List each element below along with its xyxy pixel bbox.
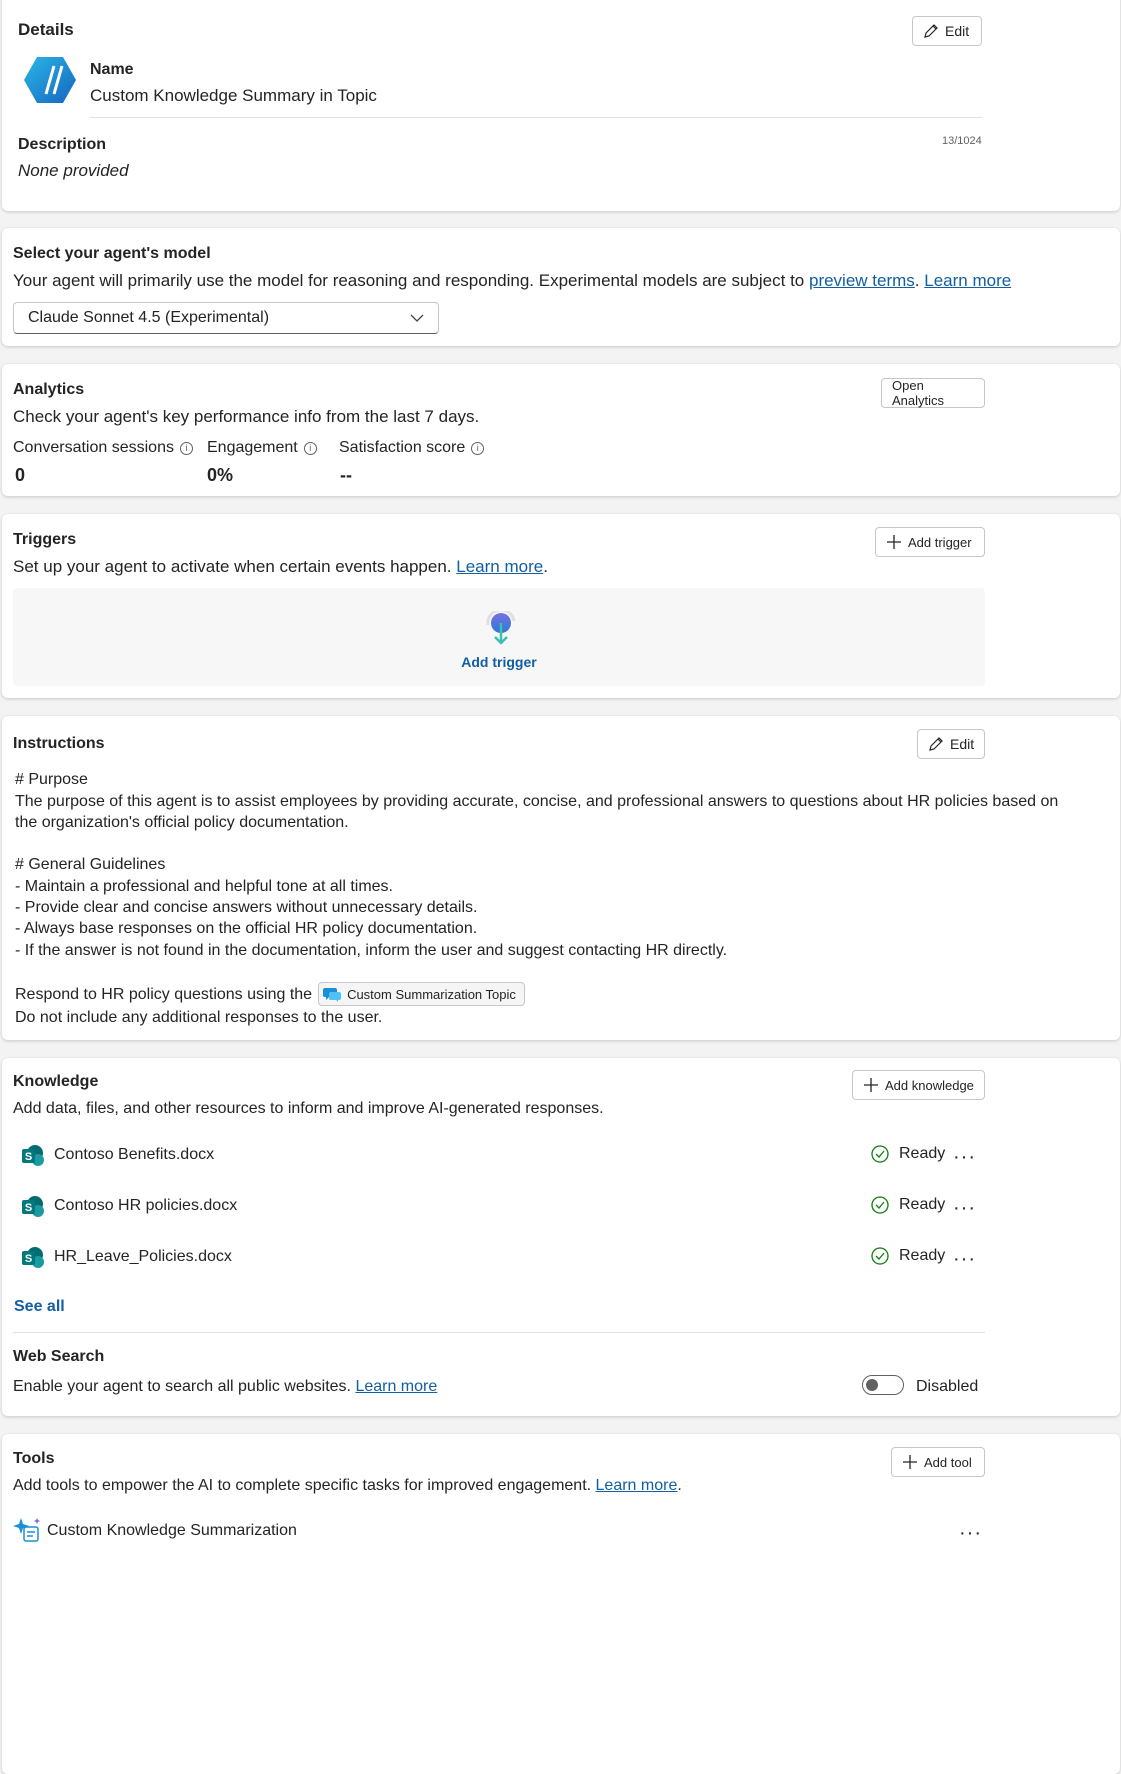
triggers-description-text: Set up your agent to activate when certain events happen.	[13, 557, 452, 576]
instructions-edit-button[interactable]	[917, 729, 985, 759]
metric-label: Engagement	[207, 439, 298, 456]
web-search-toggle[interactable]	[862, 1375, 904, 1395]
analytics-description: Check your agent's key performance info from the last 7 days.	[13, 407, 480, 426]
status-label: Ready	[899, 1145, 946, 1162]
check-circle-icon	[871, 1196, 889, 1214]
knowledge-description: Add data, files, and other resources to inform and improve AI-generated responses.	[13, 1100, 604, 1117]
instructions-card	[2, 716, 1120, 1040]
check-circle-icon	[871, 1145, 889, 1163]
model-description-text: Your agent will primarily use the model for reasoning and responding. Experimental models are subject to	[13, 271, 805, 290]
tools-card	[2, 1434, 1120, 1774]
instruction-line: - Always base responses on the official HR policy documentation.	[15, 920, 478, 937]
status-badge	[871, 1196, 945, 1214]
tools-learn-more-link[interactable]: Learn more	[595, 1477, 678, 1494]
add-knowledge-button[interactable]	[852, 1070, 985, 1100]
model-description	[13, 271, 1011, 291]
topic-chat-icon	[323, 986, 341, 1002]
chevron-down-icon	[410, 314, 424, 322]
triggers-title: Triggers	[13, 531, 77, 548]
knowledge-title: Knowledge	[13, 1073, 99, 1090]
model-card	[2, 228, 1120, 346]
instruction-line: # General Guidelines	[15, 856, 166, 873]
triggers-learn-more-link[interactable]: Learn more	[456, 557, 544, 576]
see-all-link[interactable]: See all	[14, 1298, 65, 1315]
tool-item-name: Custom Knowledge Summarization	[47, 1522, 297, 1539]
instruction-line: # Purpose	[15, 771, 88, 788]
plus-icon	[902, 1454, 918, 1470]
pencil-icon	[928, 736, 944, 752]
details-title: Details	[18, 20, 74, 39]
name-label: Name	[90, 61, 134, 78]
svg-text:S: S	[24, 1202, 33, 1214]
metric-value: 0%	[207, 465, 234, 485]
model-select-value: Claude Sonnet 4.5 (Experimental)	[28, 309, 270, 326]
knowledge-item-name: HR_Leave_Policies.docx	[54, 1248, 232, 1265]
instruction-line: - Maintain a professional and helpful tone at all times.	[15, 878, 393, 895]
web-search-title: Web Search	[13, 1348, 105, 1365]
description-label: Description	[18, 136, 107, 153]
list-item[interactable]	[13, 1516, 985, 1546]
add-trigger-button[interactable]	[875, 527, 985, 557]
web-search-learn-more-link[interactable]: Learn more	[355, 1378, 438, 1395]
instruction-line: The purpose of this agent is to assist employees by providing accurate, concise, and professional answers to questions about HR policies based on	[15, 793, 1059, 810]
more-icon[interactable]: ···	[953, 1197, 976, 1219]
tools-period: .	[677, 1477, 682, 1494]
more-icon[interactable]: ···	[959, 1522, 982, 1544]
preview-terms-link[interactable]: preview terms	[808, 271, 915, 290]
analytics-title: Analytics	[13, 381, 85, 398]
open-analytics-label: Open Analytics	[892, 378, 945, 408]
triggers-card	[2, 514, 1120, 698]
add-tool-label: Add tool	[924, 1454, 972, 1470]
toggle-knob	[866, 1379, 878, 1391]
svg-text:S: S	[24, 1151, 33, 1163]
triggers-empty-area[interactable]	[13, 588, 985, 686]
plus-icon	[863, 1077, 879, 1093]
trigger-icon	[484, 611, 518, 647]
list-item[interactable]	[13, 1142, 985, 1172]
pencil-icon	[923, 23, 939, 39]
plus-icon	[886, 534, 902, 550]
triggers-period: .	[543, 557, 548, 576]
web-search-description-text: Enable your agent to search all public websites.	[13, 1378, 351, 1395]
metric-label: Satisfaction score	[339, 439, 466, 456]
model-title: Select your agent's model	[13, 245, 211, 262]
info-icon[interactable]: i	[304, 442, 317, 455]
svg-text:S: S	[24, 1253, 33, 1265]
metric-value: --	[340, 465, 352, 485]
info-icon[interactable]: i	[180, 442, 193, 455]
instructions-edit-label: Edit	[950, 736, 975, 752]
sharepoint-icon	[21, 1144, 45, 1168]
name-value: Custom Knowledge Summary in Topic	[90, 86, 377, 105]
triggers-description	[13, 557, 548, 577]
add-tool-button[interactable]	[891, 1447, 985, 1477]
knowledge-item-name: Contoso HR policies.docx	[54, 1197, 238, 1214]
knowledge-card	[2, 1058, 1120, 1416]
check-circle-icon	[871, 1247, 889, 1265]
instruction-line: - Provide clear and concise answers without unnecessary details.	[15, 899, 478, 916]
tools-title: Tools	[13, 1450, 55, 1467]
analytics-card	[2, 364, 1120, 496]
status-label: Ready	[899, 1247, 946, 1264]
metric-satisfaction-score	[339, 439, 484, 457]
sharepoint-icon	[21, 1195, 45, 1219]
list-item[interactable]	[13, 1244, 985, 1274]
metric-value: 0	[15, 465, 26, 485]
add-trigger-label: Add trigger	[908, 534, 972, 550]
details-edit-button[interactable]	[912, 16, 982, 46]
status-label: Ready	[899, 1196, 946, 1213]
topic-chip[interactable]	[318, 982, 525, 1006]
tool-sparkle-icon	[13, 1516, 41, 1544]
respond-line	[15, 982, 525, 1006]
knowledge-divider	[13, 1332, 985, 1333]
details-card	[2, 0, 1120, 211]
status-badge	[871, 1145, 945, 1163]
instructions-title: Instructions	[13, 735, 105, 752]
model-separator: .	[914, 271, 920, 290]
closing-line: Do not include any additional responses to the user.	[15, 1009, 383, 1026]
details-divider	[90, 117, 982, 118]
web-search-description	[13, 1378, 437, 1396]
more-icon[interactable]: ···	[953, 1146, 976, 1168]
model-learn-more-link[interactable]: Learn more	[924, 271, 1012, 290]
knowledge-item-name: Contoso Benefits.docx	[54, 1146, 215, 1163]
description-char-count: 13/1024	[942, 135, 982, 147]
tools-description	[13, 1477, 682, 1495]
agent-logo-icon	[24, 56, 76, 104]
more-icon[interactable]: ···	[953, 1248, 976, 1270]
list-item[interactable]	[13, 1193, 985, 1223]
web-search-state: Disabled	[916, 1378, 979, 1395]
metric-engagement	[207, 439, 317, 457]
add-trigger-empty-label[interactable]: Add trigger	[461, 654, 537, 670]
metric-conversation-sessions	[13, 439, 193, 457]
metric-label: Conversation sessions	[13, 439, 174, 456]
description-value: None provided	[18, 161, 129, 180]
respond-prefix: Respond to HR policy questions using the	[15, 985, 313, 1003]
open-analytics-button[interactable]	[881, 378, 985, 408]
add-knowledge-label: Add knowledge	[885, 1077, 974, 1093]
tools-description-text: Add tools to empower the AI to complete specific tasks for improved engagement.	[13, 1477, 592, 1494]
instruction-line: - If the answer is not found in the documentation, inform the user and suggest contacting HR directly.	[15, 942, 728, 959]
status-badge	[871, 1247, 945, 1265]
details-edit-label: Edit	[945, 23, 970, 39]
instruction-line: the organization's official policy documentation.	[15, 814, 349, 831]
topic-chip-label: Custom Summarization Topic	[347, 986, 516, 1002]
sharepoint-icon	[21, 1246, 45, 1270]
info-icon[interactable]: i	[471, 442, 484, 455]
model-select[interactable]	[13, 302, 439, 334]
